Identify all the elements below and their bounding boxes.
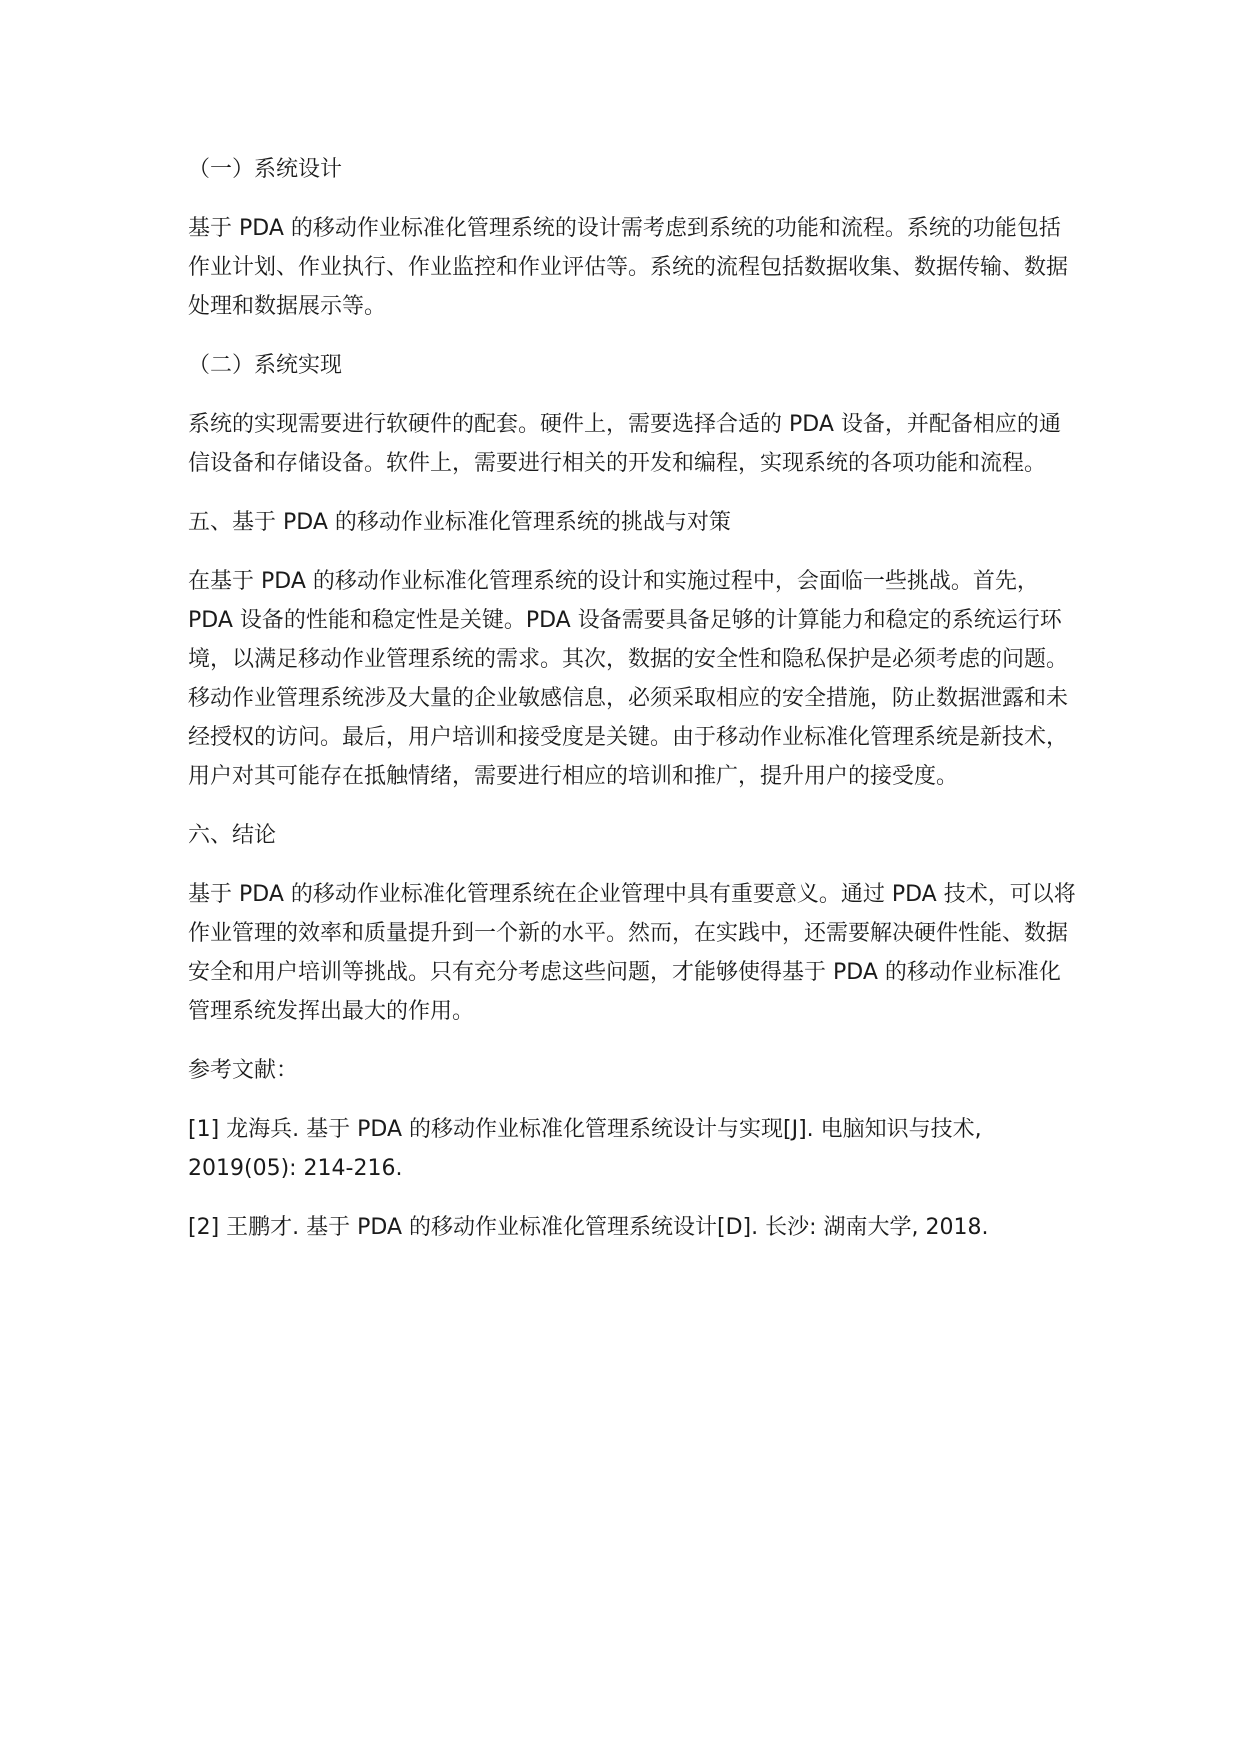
reference-item-2: [2] 王鹏才. 基于 PDA 的移动作业标准化管理系统设计[D]. 长沙: 湖南大学, 2018. xyxy=(188,1215,989,1240)
section-heading-system-implementation: （二）系统实现 xyxy=(188,353,343,378)
paragraph-conclusion: 基于 PDA 的移动作业标准化管理系统在企业管理中具有重要意义。通过 PDA 技术，可以将作业管理的效率和质量提升到一个新的水平。然而，在实践中，还需要解决硬件性能、数据安全和用户培训等挑战。只有充分考虑这些问题，才能够使得基于 PDA 的移动作业标准化管理系统发挥出最大的作用。 xyxy=(188,882,1076,1024)
section-heading-challenges: 五、基于 PDA 的移动作业标准化管理系统的挑战与对策 xyxy=(188,510,731,535)
references-heading: 参考文献： xyxy=(188,1058,299,1083)
paragraph-system-design: 基于 PDA 的移动作业标准化管理系统的设计需考虑到系统的功能和流程。系统的功能包括作业计划、作业执行、作业监控和作业评估等。系统的流程包括数据收集、数据传输、数据处理和数据展示等。 xyxy=(188,216,1069,319)
document-page xyxy=(188,150,1078,1267)
section-heading-system-design: （一）系统设计 xyxy=(188,157,343,182)
paragraph-system-implementation: 系统的实现需要进行软硬件的配套。硬件上，需要选择合适的 PDA 设备，并配备相应的通信设备和存储设备。软件上，需要进行相关的开发和编程，实现系统的各项功能和流程。 xyxy=(188,412,1061,476)
section-heading-conclusion: 六、结论 xyxy=(188,823,277,848)
paragraph-challenges: 在基于 PDA 的移动作业标准化管理系统的设计和实施过程中，会面临一些挑战。首先，PDA 设备的性能和稳定性是关键。PDA 设备需要具备足够的计算能力和稳定的系统运行环境，以满足移动作业管理系统的需求。其次，数据的安全性和隐私保护是必须考虑的问题。移动作业管理系统涉及大量的企业敏感信息，必须采取相应的安全措施，防止数据泄露和未经授权的访问。最后，用户培训和接受度是关键。由于移动作业标准化管理系统是新技术，用户对其可能存在抵触情绪，需要进行相应的培训和推广，提升用户的接受度。 xyxy=(188,569,1069,789)
reference-item-1: [1] 龙海兵. 基于 PDA 的移动作业标准化管理系统设计与实现[J]. 电脑知识与技术, 2019(05): 214-216. xyxy=(188,1117,982,1181)
